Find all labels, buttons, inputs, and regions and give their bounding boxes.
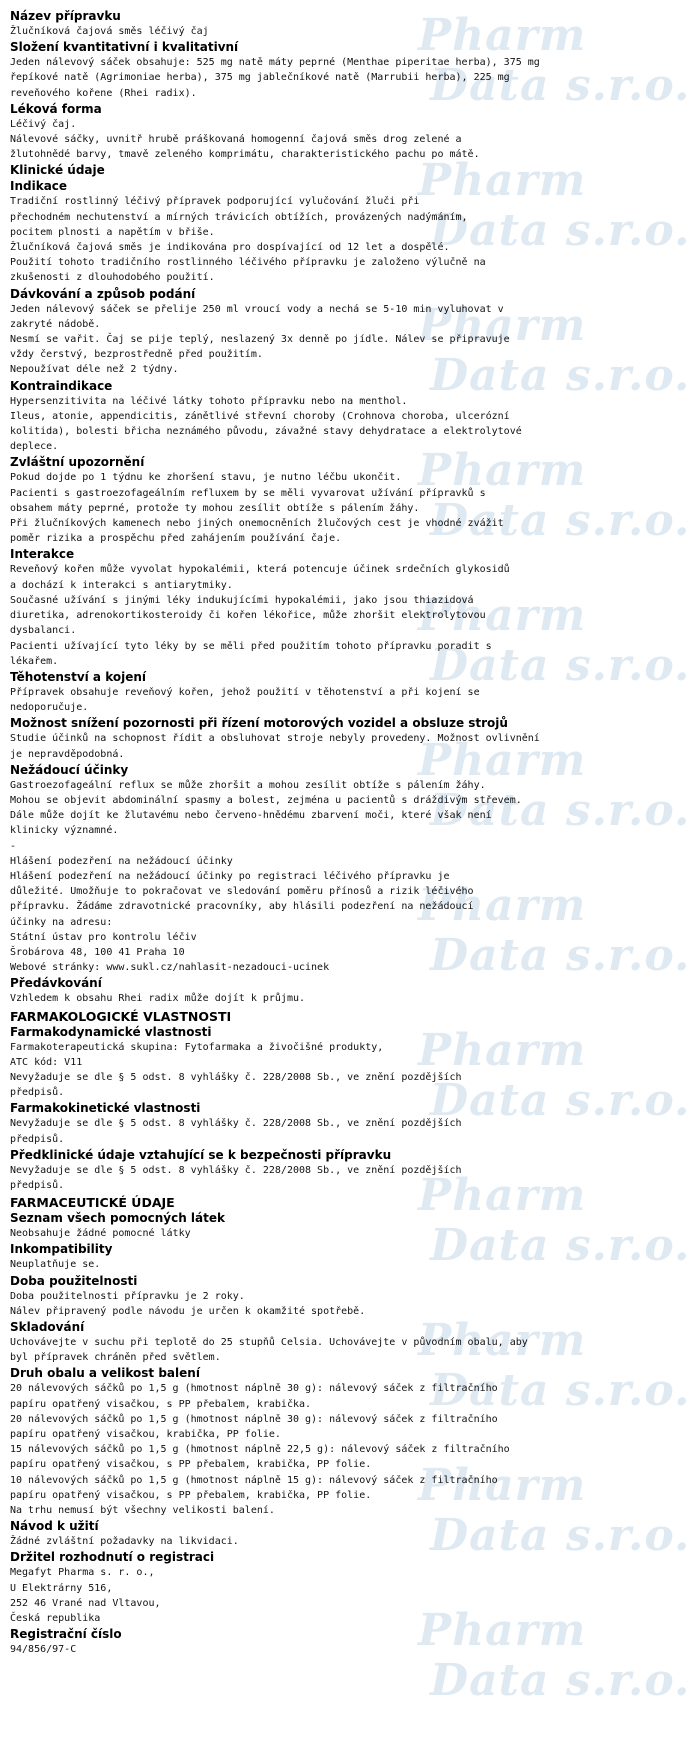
section-text-line: Nevyžaduje se dle § 5 odst. 8 vyhlášky č. 228/2008 Sb., ve znění pozdějších: [10, 1071, 462, 1083]
section-heading: Inkompatibility: [10, 1242, 113, 1257]
section-text-line: Neobsahuje žádné pomocné látky: [10, 1228, 191, 1240]
section-heading: Těhotenství a kojení: [10, 669, 147, 684]
section-text-line: předpisů.: [10, 1133, 65, 1145]
section-text-line: Přípravek obsahuje reveňový kořen, jehož použití v těhotenství a při kojení se: [10, 686, 480, 698]
section-text-line: Reveňový kořen může vyvolat hypokalémii, která potencuje účinek srdečních glykosidů: [10, 564, 510, 576]
watermark-word-2: Data s.r.o.: [430, 1510, 690, 1561]
section-text-line: Česká republika: [10, 1613, 101, 1625]
watermark-word-2: Data s.r.o.: [430, 350, 690, 401]
watermark-word-1: Pharm: [418, 445, 587, 496]
section-text-line: 10 nálevových sáčků po 1,5 g (hmotnost náplně 15 g): nálevový sáček z filtračního: [10, 1474, 498, 1486]
section-text-line: ATC kód: V11: [10, 1056, 83, 1068]
section-heading: Indikace: [10, 179, 68, 194]
section-text-line: a dochází k interakci s antiarytmiky.: [10, 579, 233, 591]
section-text-line: diuretika, adrenokortikosteroidy či kořen lékořice, může zhoršit elektrolytovou: [10, 610, 486, 622]
section-text-line: předpisů.: [10, 1087, 65, 1099]
section-heading: Seznam všech pomocných látek: [10, 1211, 225, 1226]
section-text-line: Vzhledem k obsahu Rhei radix může dojít k průjmu.: [10, 993, 306, 1005]
section-heading: Zvláštní upozornění: [10, 455, 145, 470]
section-text-line: 20 nálevových sáčků po 1,5 g (hmotnost náplně 30 g): nálevový sáček z filtračního: [10, 1383, 498, 1395]
section-heading: Složení kvantitativní i kvalitativní: [10, 40, 239, 55]
watermark-word-2: Data s.r.o.: [430, 205, 690, 256]
section-text-line: Žlučníková čajová směs léčivý čaj: [10, 26, 209, 37]
section-heading: Klinické údaje: [10, 163, 105, 178]
section-text-line: je nepravděpodobná.: [10, 748, 125, 760]
section-text-line: zkušenosti z dlouhodobého použití.: [10, 272, 215, 284]
section-text-line: řepíkové natě (Agrimoniae herba), 375 mg jablečníkové natě (Marrubii herba), 225 mg: [10, 72, 510, 84]
section-heading: Doba použitelnosti: [10, 1273, 138, 1288]
section-text-line: lékařem.: [10, 655, 59, 667]
watermark-word-2: Data s.r.o.: [430, 1365, 690, 1416]
section-text-line: -: [10, 840, 17, 852]
watermark-word-1: Pharm: [418, 155, 587, 206]
section-text-line: Jeden nálevový sáček se přelije 250 ml vroucí vody a nechá se 5-10 min vyluhovat v: [10, 303, 504, 315]
section-heading: Nežádoucí účinky: [10, 762, 129, 777]
section-heading: Název přípravku: [10, 9, 121, 23]
section-text-line: poměr rizika a prospěchu před zahájením používání čaje.: [10, 533, 342, 545]
section-text-line: žlutohnědé barvy, tmavě zeleného komprimátu, charakteristického pachu po mátě.: [10, 149, 480, 161]
section-text-line: Hypersenzitivita na léčivé látky tohoto přípravku nebo na menthol.: [10, 395, 408, 407]
section-text-line: Webové stránky: www.sukl.cz/nahlasit-nezadouci-ucinek: [10, 962, 330, 974]
section-heading: Předávkování: [10, 976, 102, 991]
watermark-word-2: Data s.r.o.: [430, 785, 690, 836]
section-text-line: Nepoužívat déle než 2 týdny.: [10, 364, 179, 376]
section-heading: Léková forma: [10, 101, 102, 116]
watermark-word-1: Pharm: [418, 1605, 587, 1656]
section-text-line: Hlášení podezření na nežádoucí účinky: [10, 855, 233, 867]
section-heading: Skladování: [10, 1320, 85, 1334]
section-text-line: Nesmí se vařit. Čaj se pije teplý, neslazený 3x denně po jídle. Nálev se připravuje: [10, 334, 510, 346]
section-text-line: Hlášení podezření na nežádoucí účinky po registraci léčivého přípravku je: [10, 870, 450, 882]
section-text-line: přechodném nechutenství a mírných trávicích obtížích, provázených nadýmáním,: [10, 211, 468, 223]
section-text-line: pocitem plnosti a napětím v břiše.: [10, 226, 215, 238]
section-text-line: Na trhu nemusí být všechny velikosti balení.: [10, 1505, 275, 1517]
watermark-word-1: Pharm: [418, 300, 587, 351]
section-heading: Druh obalu a velikost balení: [10, 1366, 200, 1381]
section-heading: Interakce: [10, 547, 75, 562]
section-text-line: Léčivý čaj.: [10, 118, 77, 130]
section-text-line: Doba použitelnosti přípravku je 2 roky.: [10, 1290, 245, 1302]
section-text-line: klinicky významné.: [10, 825, 119, 837]
watermark-word-2: Data s.r.o.: [430, 1655, 690, 1706]
section-heading: Kontraindikace: [10, 378, 113, 393]
section-heading: FARMACEUTICKÉ ÚDAJE: [10, 1195, 175, 1211]
section-text-line: Ileus, atonie, appendicitis, zánětlivé střevní choroby (Crohnova choroba, ulcerózní: [10, 410, 510, 422]
section-text-line: 15 nálevových sáčků po 1,5 g (hmotnost náplně 22,5 g): nálevový sáček z filtračního: [10, 1444, 510, 1456]
section-text-line: 252 46 Vrané nad Vltavou,: [10, 1597, 161, 1609]
watermark-word-1: Pharm: [418, 1315, 587, 1366]
section-text-line: zakryté nádobě.: [10, 318, 101, 330]
watermark-word-2: Data s.r.o.: [430, 930, 690, 981]
section-text-line: Nálev připravený podle návodu je určen k okamžité spotřebě.: [10, 1305, 366, 1317]
section-text-line: kolitida), bolesti břicha neznámého původu, závažné stavy dehydratace a elektrolytové: [10, 426, 522, 438]
section-text-line: papíru opatřený visačkou, krabička, PP folie.: [10, 1429, 281, 1441]
section-text-line: Uchovávejte v suchu při teplotě do 25 stupňů Celsia. Uchovávejte v původním obalu, aby: [10, 1337, 528, 1348]
section-text-line: Pacienti užívající tyto léky by se měli před použitím tohoto přípravku poradit s: [10, 640, 492, 652]
section-text-line: U Elektrárny 516,: [10, 1582, 113, 1594]
section-text-line: Gastroezofageální reflux se může zhoršit a mohou zesílit obtíže s pálením žáhy.: [10, 779, 486, 791]
watermark-word-1: Pharm: [418, 735, 587, 786]
watermark-word-1: Pharm: [418, 10, 587, 61]
section-text-line: Žlučníková čajová směs je indikována pro dospívající od 12 let a dospělé.: [10, 242, 450, 254]
section-text-line: reveňového kořene (Rhei radix).: [10, 87, 197, 99]
section-heading: Farmakokinetické vlastnosti: [10, 1101, 201, 1116]
section-text-line: Tradiční rostlinný léčivý přípravek podporující vylučování žluči při: [10, 196, 420, 208]
section-text-line: Megafyt Pharma s. r. o.,: [10, 1567, 155, 1579]
section-text-line: dysbalanci.: [10, 625, 77, 637]
section-text-line: Nevyžaduje se dle § 5 odst. 8 vyhlášky č. 228/2008 Sb., ve znění pozdějších: [10, 1118, 462, 1130]
section-text-line: účinky na adresu:: [10, 916, 113, 928]
section-text-line: Jeden nálevový sáček obsahuje: 525 mg natě máty peprné (Menthae piperitae herba), 375 mg: [10, 57, 540, 69]
section-heading: FARMAKOLOGICKÉ VLASTNOSTI: [10, 1008, 232, 1024]
section-text-line: Mohou se objevit abdominální spasmy a bolest, zejména u pacientů s dráždivým střevem.: [10, 794, 522, 806]
watermark-word-2: Data s.r.o.: [430, 495, 690, 546]
section-text-line: Pacienti s gastroezofageálním refluxem by se měli vyvarovat užívání přípravků s: [10, 487, 486, 499]
section-heading: Držitel rozhodnutí o registraci: [10, 1550, 215, 1565]
section-text-line: Současné užívání s jinými léky indukujícími hypokalémii, jako jsou thiazidová: [10, 594, 474, 606]
section-text-line: byl přípravek chráněn před světlem.: [10, 1352, 221, 1364]
section-text-line: předpisů.: [10, 1179, 65, 1191]
section-text-line: Dále může dojít ke žlutavému nebo červeno-hnědému zbarvení moči, které však není: [10, 810, 492, 822]
section-text-line: papíru opatřený visačkou, s PP přebalem, krabička, PP folie.: [10, 1489, 372, 1501]
section-heading: Dávkování a způsob podání: [10, 286, 196, 301]
section-text-line: vždy čerstvý, bezprostředně před použitím.: [10, 349, 263, 361]
watermark-word-1: Pharm: [418, 590, 587, 641]
section-text-line: Šrobárova 48, 100 41 Praha 10: [10, 946, 185, 958]
section-text-line: Žádné zvláštní požadavky na likvidaci.: [10, 1536, 239, 1548]
section-text-line: Pokud dojde po 1 týdnu ke zhoršení stavu, je nutno léčbu ukončit.: [10, 472, 402, 484]
watermark-word-2: Data s.r.o.: [430, 60, 690, 111]
section-text-line: Státní ústav pro kontrolu léčiv: [10, 931, 197, 943]
section-text-line: 20 nálevových sáčků po 1,5 g (hmotnost náplně 30 g): nálevový sáček z filtračního: [10, 1413, 498, 1425]
section-text-line: Nevyžaduje se dle § 5 odst. 8 vyhlášky č. 228/2008 Sb., ve znění pozdějších: [10, 1164, 462, 1176]
section-text-line: přípravku. Žádáme zdravotnické pracovníky, aby hlásili podezření na nežádoucí: [10, 901, 474, 913]
section-heading: Předklinické údaje vztahující se k bezpečnosti přípravku: [10, 1147, 392, 1162]
watermark-word-2: Data s.r.o.: [430, 1075, 690, 1126]
watermark-word-2: Data s.r.o.: [430, 1220, 690, 1271]
section-text-line: Studie účinků na schopnost řídit a obsluhovat stroje nebyly provedeny. Možnost ovlivnění: [10, 733, 540, 745]
section-heading: Registrační číslo: [10, 1627, 122, 1642]
section-heading: Návod k užití: [10, 1519, 99, 1534]
watermark-word-2: Data s.r.o.: [430, 640, 690, 691]
section-text-line: obsahem máty peprné, protože ty mohou zesílit obtíže s pálením žáhy.: [10, 502, 420, 514]
section-text-line: papíru opatřený visačkou, s PP přebalem, krabička, PP folie.: [10, 1459, 372, 1471]
watermark-word-1: Pharm: [418, 1460, 587, 1511]
section-text-line: Farmakoterapeutická skupina: Fytofarmaka a živočišné produkty,: [10, 1041, 384, 1053]
section-heading: Farmakodynamické vlastnosti: [10, 1024, 212, 1039]
section-heading: Možnost snížení pozornosti při řízení motorových vozidel a obsluze strojů: [10, 716, 508, 731]
section-text-line: Při žlučníkových kamenech nebo jiných onemocněních žlučových cest je vhodné zvážit: [10, 518, 504, 530]
section-text-line: Použití tohoto tradičního rostlinného léčivého přípravku je založeno výlučně na: [10, 257, 486, 269]
watermark-word-1: Pharm: [418, 1025, 587, 1076]
section-text-line: deplece.: [10, 441, 59, 453]
watermark-word-1: Pharm: [418, 880, 587, 931]
section-text-line: Nálevové sáčky, uvnitř hrubě práškovaná homogenní čajová směs drog zelené a: [10, 134, 462, 146]
section-text-line: Neuplatňuje se.: [10, 1259, 101, 1271]
section-text-line: důležité. Umožňuje to pokračovat ve sledování poměru přínosů a rizik léčivého: [10, 886, 474, 898]
watermark-word-1: Pharm: [418, 1170, 587, 1221]
section-text-line: papíru opatřený visačkou, s PP přebalem, krabička.: [10, 1398, 312, 1410]
section-text-line: 94/856/97-C: [10, 1644, 77, 1656]
section-text-line: nedoporučuje.: [10, 702, 89, 714]
